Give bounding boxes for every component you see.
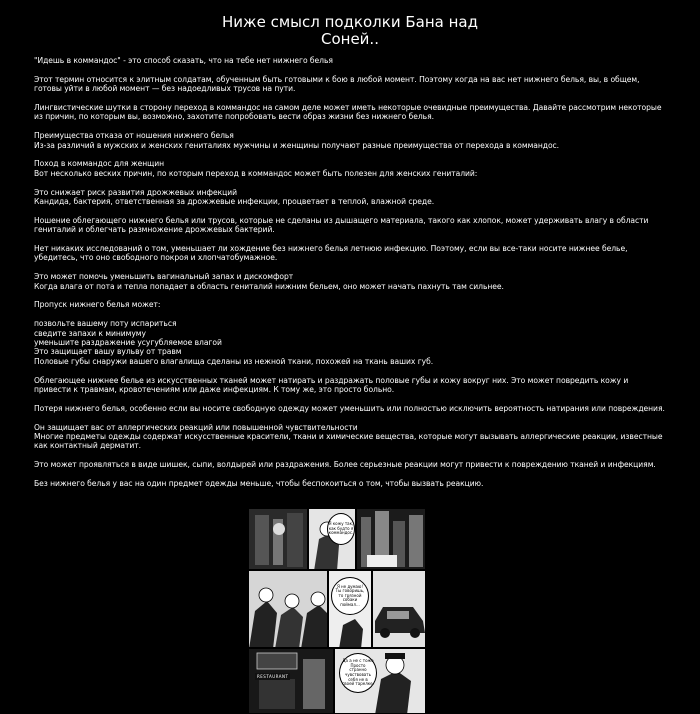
article-paragraph [34, 479, 666, 488]
article-line: сведите запахи к минимуму [34, 328, 146, 338]
article-paragraph [34, 404, 666, 413]
comic-panel-7-art [249, 649, 334, 714]
article-line: Нет никаких исследований о том, уменьшает ли хождение без нижнего белья летнюю инфекцию. Поэтому, если вы все-таки носите нижнее белье, убедитесь, что оно свободного покроя и хлопчатобумажное. [34, 244, 628, 263]
article-line: Поход в коммандос для женщин [34, 159, 165, 169]
page-title [0, 14, 700, 48]
speech-bubble-2: Я не думаю! Ты говоришь, то грязной собаки поймал... [331, 577, 369, 615]
article-paragraph [34, 319, 666, 366]
comic-image [248, 508, 426, 714]
title-line-1: Ниже смысл подколки Бана над [222, 13, 478, 31]
article-paragraph [34, 75, 666, 94]
comic-panel-3-art [357, 509, 426, 570]
article-line: уменьшите раздражение усугубляемое влагой [34, 338, 222, 348]
article-line: Это может проявляться в виде шишек, сыпи, волдырей или раздражения. Более серьезные реакции могут привести к повреждению тканей и инфекциям. [34, 460, 656, 470]
article-paragraph [34, 103, 666, 122]
article-paragraph [34, 300, 666, 309]
comic-panel-1 [248, 508, 308, 570]
article-paragraph [34, 159, 666, 178]
article-paragraph [34, 188, 666, 207]
article-line: Облегающее нижнее белье из искусственных тканей может натирать и раздражать половые губы и кожу вокруг них. Это может повредить кожу и привести к травмам, кровотечениям или даже инфекциям. К тому же, это просто больно. [34, 375, 629, 395]
article-paragraph [34, 423, 666, 451]
article-line: Это может помочь уменьшить вагинальный запах и дискомфорт [34, 272, 294, 282]
article-line: Он защищает вас от аллергических реакций или повышенной чувствительности [34, 422, 358, 432]
article-paragraph [34, 216, 666, 235]
article-line: Когда влага от пота и тепла попадает в область гениталий нижним бельем, оно может начать пахнуть там сильнее. [34, 281, 504, 291]
article-line: "Идешь в коммандос" - это способ сказать, что на тебе нет нижнего белья [34, 56, 333, 65]
comic-panel-8 [334, 648, 426, 714]
article-paragraph [34, 56, 666, 65]
comic-panel-6-art [373, 571, 426, 648]
article-paragraph [34, 131, 666, 150]
article-paragraph [34, 376, 666, 395]
comic-panel-7 [248, 648, 334, 714]
speech-bubble-1: Я кожу так, как будто я коммандос. [327, 513, 355, 545]
article-line: Это защищает вашу вульву от травм [34, 347, 182, 357]
title-line-2: Соней.. [321, 30, 379, 48]
comic-panel-6 [372, 570, 426, 648]
article-line: Ношение облегающего нижнего белья или трусов, которые не сделаны из дышащего материала, такого как хлопок, может удерживать влагу в области гениталий и облегчать размножение дрожжевых бактерий. [34, 215, 649, 235]
article-paragraph [34, 244, 666, 263]
article-line: Половые губы снаружи вашего влагалища сделаны из нежной ткани, похожей на ткань ваших губ. [34, 356, 434, 366]
article-line: Из-за различий в мужских и женских гениталиях мужчины и женщины получают разные преимущества от перехода в коммандос. [34, 140, 560, 150]
article-line: Вот несколько веских причин, по которым переход в коммандос может быть полезен для женских гениталий: [34, 168, 478, 178]
article-body [0, 56, 700, 488]
article-line: Многие предметы одежды содержат искусственные красители, ткани и химические вещества, которые могут вызывать аллергические реакции, известные как контактный дерматит. [34, 432, 663, 451]
article-line: Потеря нижнего белья, особенно если вы носите свободную одежду может уменьшить или полностью исключить вероятность натирания или повреждения. [34, 403, 665, 413]
comic-panel-4-art [249, 571, 328, 648]
article-line: Пропуск нижнего белья может: [34, 300, 161, 310]
comic-panel-3 [356, 508, 426, 570]
comic-panel-4 [248, 570, 328, 648]
comic-panel-5 [328, 570, 372, 648]
restaurant-sign: RESTAURANT [257, 674, 289, 679]
article-line: Без нижнего белья у вас на один предмет одежды меньше, чтобы беспокоиться о том, чтобы вызвать реакцию. [34, 479, 484, 489]
comic-panel-1-art [249, 509, 308, 570]
article-line: Это снижает риск развития дрожжевых инфекций [34, 187, 237, 197]
article-line: позвольте вашему поту испариться [34, 319, 177, 329]
article-paragraph [34, 272, 666, 291]
article-line: Преимущества отказа от ношения нижнего белья [34, 131, 234, 141]
article-paragraph [34, 460, 666, 469]
speech-bubble-3: Да а не с тоже Просто странно чувствовать себя не в своей тарелке. [339, 653, 377, 693]
article-line: Лингвистические шутки в сторону переход в коммандос на самом деле может иметь некоторые очевидные преимущества. Давайте рассмотрим некоторые из причин, по которым вы, возможно, захотите попробовать вести образ жизни без нижнего белья. [34, 103, 662, 122]
comic-panel-2 [308, 508, 356, 570]
article-line: Этот термин относится к элитным солдатам, обученным быть готовыми к бою в любой момент. Поэтому когда на вас нет нижнего белья, вы, в общем, готовы уйти в любой момент — без надоедливых трусов на пути. [34, 74, 640, 94]
article-line: Кандида, бактерия, ответственная за дрожжевые инфекции, процветает в теплой, влажной среде. [34, 197, 435, 207]
